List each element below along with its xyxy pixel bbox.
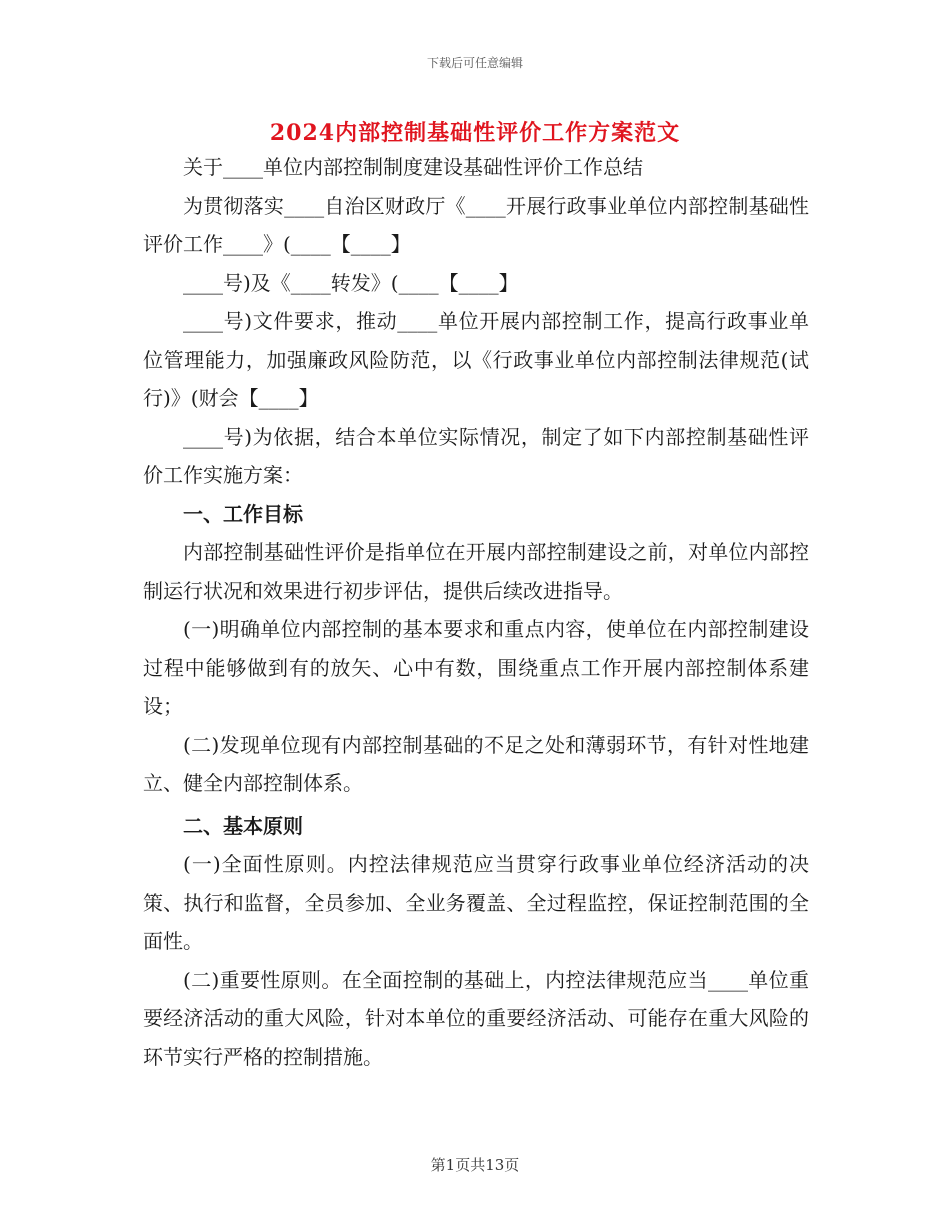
document-body: [143, 148, 809, 1076]
section-heading-goals: 一、工作目标: [183, 501, 303, 526]
paragraph: (二)重要性原则。在全面控制的基础上，内控法律规范应当____单位重要经济活动的重大风险，针对本单位的重要经济活动、可能存在重大风险的环节实行严格的控制措施。: [143, 967, 809, 1069]
header-note: 下载后可任意编辑: [426, 56, 523, 70]
paragraph: ____号)及《____转发》(____【____】: [183, 270, 519, 295]
paragraph: (一)明确单位内部控制的基本要求和重点内容，使单位在内部控制建设过程中能够做到有的放矢、心中有数，围绕重点工作开展内部控制体系建设；: [143, 617, 809, 718]
document-title: 2024内部控制基础性评价工作方案范文: [269, 120, 681, 146]
page-footer: 第1页共13页: [430, 1156, 520, 1174]
paragraph: ____号)为依据，结合本单位实际情况，制定了如下内部控制基础性评价工作实施方案：: [143, 424, 809, 487]
paragraph: 为贯彻落实____自治区财政厅《____开展行政事业单位内部控制基础性评价工作____》(____【____】: [143, 193, 809, 256]
paragraph: ____号)文件要求，推动____单位开展内部控制工作，提高行政事业单位管理能力，加强廉政风险防范，以《行政事业单位内部控制法律规范(试行)》(财会【____】: [143, 309, 809, 410]
paragraph-intro: 关于____单位内部控制制度建设基础性评价工作总结: [183, 155, 643, 179]
paragraph: (一)全面性原则。内控法律规范应当贯穿行政事业单位经济活动的决策、执行和监督，全员参加、全业务覆盖、全过程监控，保证控制范围的全面性。: [143, 852, 809, 953]
section-heading-principles: 二、基本原则: [183, 813, 303, 838]
paragraph: 内部控制基础性评价是指单位在开展内部控制建设之前，对单位内部控制运行状况和效果进行初步评估，提供后续改进指导。: [143, 540, 809, 603]
paragraph: (二)发现单位现有内部控制基础的不足之处和薄弱环节，有针对性地建立、健全内部控制体系。: [143, 732, 809, 795]
